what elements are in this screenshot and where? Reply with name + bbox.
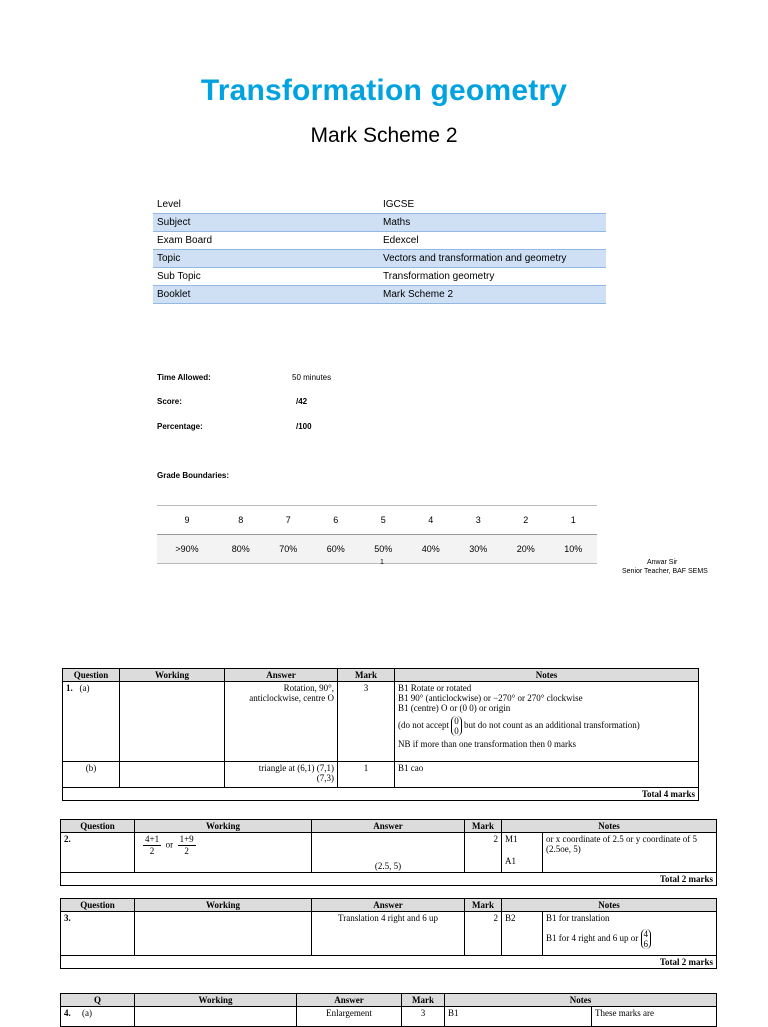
header-q: Q [61,994,135,1007]
q2-code: A1 [505,856,516,866]
info-row [153,214,606,232]
denominator: 2 [149,846,155,856]
info-row [153,250,606,268]
q1a-note: B1 Rotate or rotated [398,683,472,693]
q1a-note-post: but do not count as an additional transformation) [463,720,640,731]
grade-cell: 7 [264,506,312,535]
time-label: Time Allowed: [157,373,211,382]
q4-code: B1 [445,1007,592,1027]
info-key: Subject [153,214,379,232]
header-answer: Answer [312,899,465,912]
fraction [178,834,196,857]
q4-number: 4. [64,1008,71,1018]
table-header-row [61,994,717,1007]
header-notes: Notes [502,899,717,912]
info-value: Edexcel [383,235,419,246]
q3-total: Total 2 marks [61,956,717,969]
q2-mark: 2 [465,833,502,873]
header-mark: Mark [465,899,502,912]
q1a-working [120,682,225,762]
grade-cell: 2 [502,506,550,535]
grade-boundaries-label: Grade Boundaries: [157,471,230,480]
q1a-note: B1 90° (anticlockwise) or −270° or 270° clockwise [398,693,583,703]
q1b-answer [225,762,338,788]
info-value: Transformation geometry [383,271,495,282]
grade-cell: 1 [549,506,597,535]
q1a-note [398,716,695,736]
column-vector [451,716,462,736]
q4-answer: Enlargement [297,1007,402,1027]
header-notes: Notes [502,820,717,833]
q3-question [61,912,135,956]
page-number: 1 [380,559,384,566]
q1b-answer-line2: (7,3) [316,773,334,783]
q1a-mark: 3 [338,682,395,762]
info-row [153,286,606,304]
q1a-note-pre: (do not accept [398,720,449,731]
info-value: IGCSE [383,199,415,210]
q3-number: 3. [64,913,71,923]
vector-top: 4 [643,929,648,939]
denominator: 2 [184,846,189,856]
numerator: 4+1 [145,834,160,844]
info-key: Booklet [153,286,379,304]
q4-mark: 3 [402,1007,445,1027]
grade-row [157,506,597,535]
column-vector [641,929,652,949]
q1a-notes [395,682,699,762]
total-row [61,956,717,969]
table-row [63,682,699,762]
percent-cell: 80% [217,535,265,564]
header-notes: Notes [395,669,699,682]
vector-top: 0 [454,716,459,726]
percentage-label: Percentage: [157,422,203,431]
info-row [153,196,606,214]
q3-working [135,912,312,956]
q1a-answer [225,682,338,762]
page-title: Transformation geometry [200,74,568,107]
grade-boundaries-table [157,505,597,564]
q1a-question [63,682,120,762]
q2-number: 2. [64,834,71,844]
time-value: 50 minutes [292,373,332,382]
score-value: /42 [296,397,308,406]
header-working: Working [135,994,297,1007]
q1b-part: (b) [63,762,120,788]
percent-cell: 50% [359,535,407,564]
q2-question [61,833,135,873]
q4-note: These marks are [592,1007,717,1027]
grade-cell: 9 [157,506,217,535]
q1b-note: B1 cao [395,762,699,788]
header-working: Working [135,820,312,833]
header-mark: Mark [338,669,395,682]
q2-total: Total 2 marks [61,873,717,886]
grade-cell: 8 [217,506,265,535]
q1b-working [120,762,225,788]
q1-total: Total 4 marks [63,788,699,801]
q1a-answer-line2: anticlockwise, centre O [249,693,334,703]
info-value: Mark Scheme 2 [379,286,606,304]
percent-cell: 30% [454,535,502,564]
q3-note-text: B1 for 4 right and 6 up or [546,933,639,944]
info-row [153,268,606,286]
q3-code: B2 [502,912,543,956]
header-notes: Notes [445,994,717,1007]
q4-table [60,993,717,1027]
percent-row [157,535,597,564]
grade-cell: 3 [454,506,502,535]
page-subtitle: Mark Scheme 2 [310,124,458,147]
q2-table [60,819,717,886]
percent-cell: >90% [157,535,217,564]
table-header-row [61,820,717,833]
header-question: Question [61,899,135,912]
q1b-mark: 1 [338,762,395,788]
header-question: Question [63,669,120,682]
percent-cell: 10% [549,535,597,564]
percentage-value: /100 [296,422,312,431]
header-working: Working [120,669,225,682]
info-value: Maths [379,214,606,232]
info-row [153,232,606,250]
score-label: Score: [157,397,182,406]
table-header-row [63,669,699,682]
header-answer: Answer [225,669,338,682]
grade-cell: 6 [312,506,360,535]
q1a-answer-line1: Rotation, 90°, [283,683,334,693]
info-key: Exam Board [157,235,213,246]
q3-note [546,929,713,949]
info-value: Vectors and transformation and geometry [379,250,606,268]
table-row [63,762,699,788]
vector-bottom: 6 [643,939,648,949]
numerator: 1+9 [179,834,194,844]
q3-answer: Translation 4 right and 6 up [312,912,465,956]
author-name: Anwar Sir [647,559,678,566]
q1-number: 1. [66,683,73,693]
header-mark: Mark [402,994,445,1007]
vector-bottom: 0 [454,726,459,736]
q3-notes [543,912,717,956]
author-role: Senior Teacher, BAF SEMS [622,568,708,575]
q1b-answer-line1: triangle at (6,1) (7,1) [258,763,334,773]
q3-table [60,898,717,969]
header-answer: Answer [297,994,402,1007]
q1-table [62,668,699,801]
table-row [61,833,717,873]
q2-working [135,833,312,873]
info-key: Level [157,199,181,210]
header-answer: Answer [312,820,465,833]
q2-answer: (2.5, 5) [312,833,465,873]
grade-cell: 5 [359,506,407,535]
q2-notes [543,833,717,873]
fraction [143,834,161,857]
header-question: Question [61,820,135,833]
header-mark: Mark [465,820,502,833]
percent-cell: 70% [264,535,312,564]
percent-cell: 20% [502,535,550,564]
percent-cell: 60% [312,535,360,564]
grade-cell: 4 [407,506,455,535]
percent-cell: 40% [407,535,455,564]
header-working: Working [135,899,312,912]
q1a-note: B1 (centre) O or (0 0) or origin [398,703,511,713]
table-row [61,912,717,956]
or-text: or [165,839,174,850]
info-key: Topic [153,250,379,268]
table-header-row [61,899,717,912]
q1a-note: NB if more than one transformation then 0 marks [398,739,576,749]
q3-mark: 2 [465,912,502,956]
q3-note: B1 for translation [546,913,610,923]
info-table [153,196,606,304]
q2-code: M1 [505,834,518,844]
total-row [63,788,699,801]
q2-note: or x coordinate of 2.5 or y coordinate of 5 [546,834,697,844]
info-key: Sub Topic [157,271,201,282]
q1a-part: (a) [79,683,90,693]
q4-part: (a) [82,1008,92,1018]
total-row [61,873,717,886]
q2-codes [502,833,543,873]
q2-note: (2.5oe, 5) [546,844,581,854]
